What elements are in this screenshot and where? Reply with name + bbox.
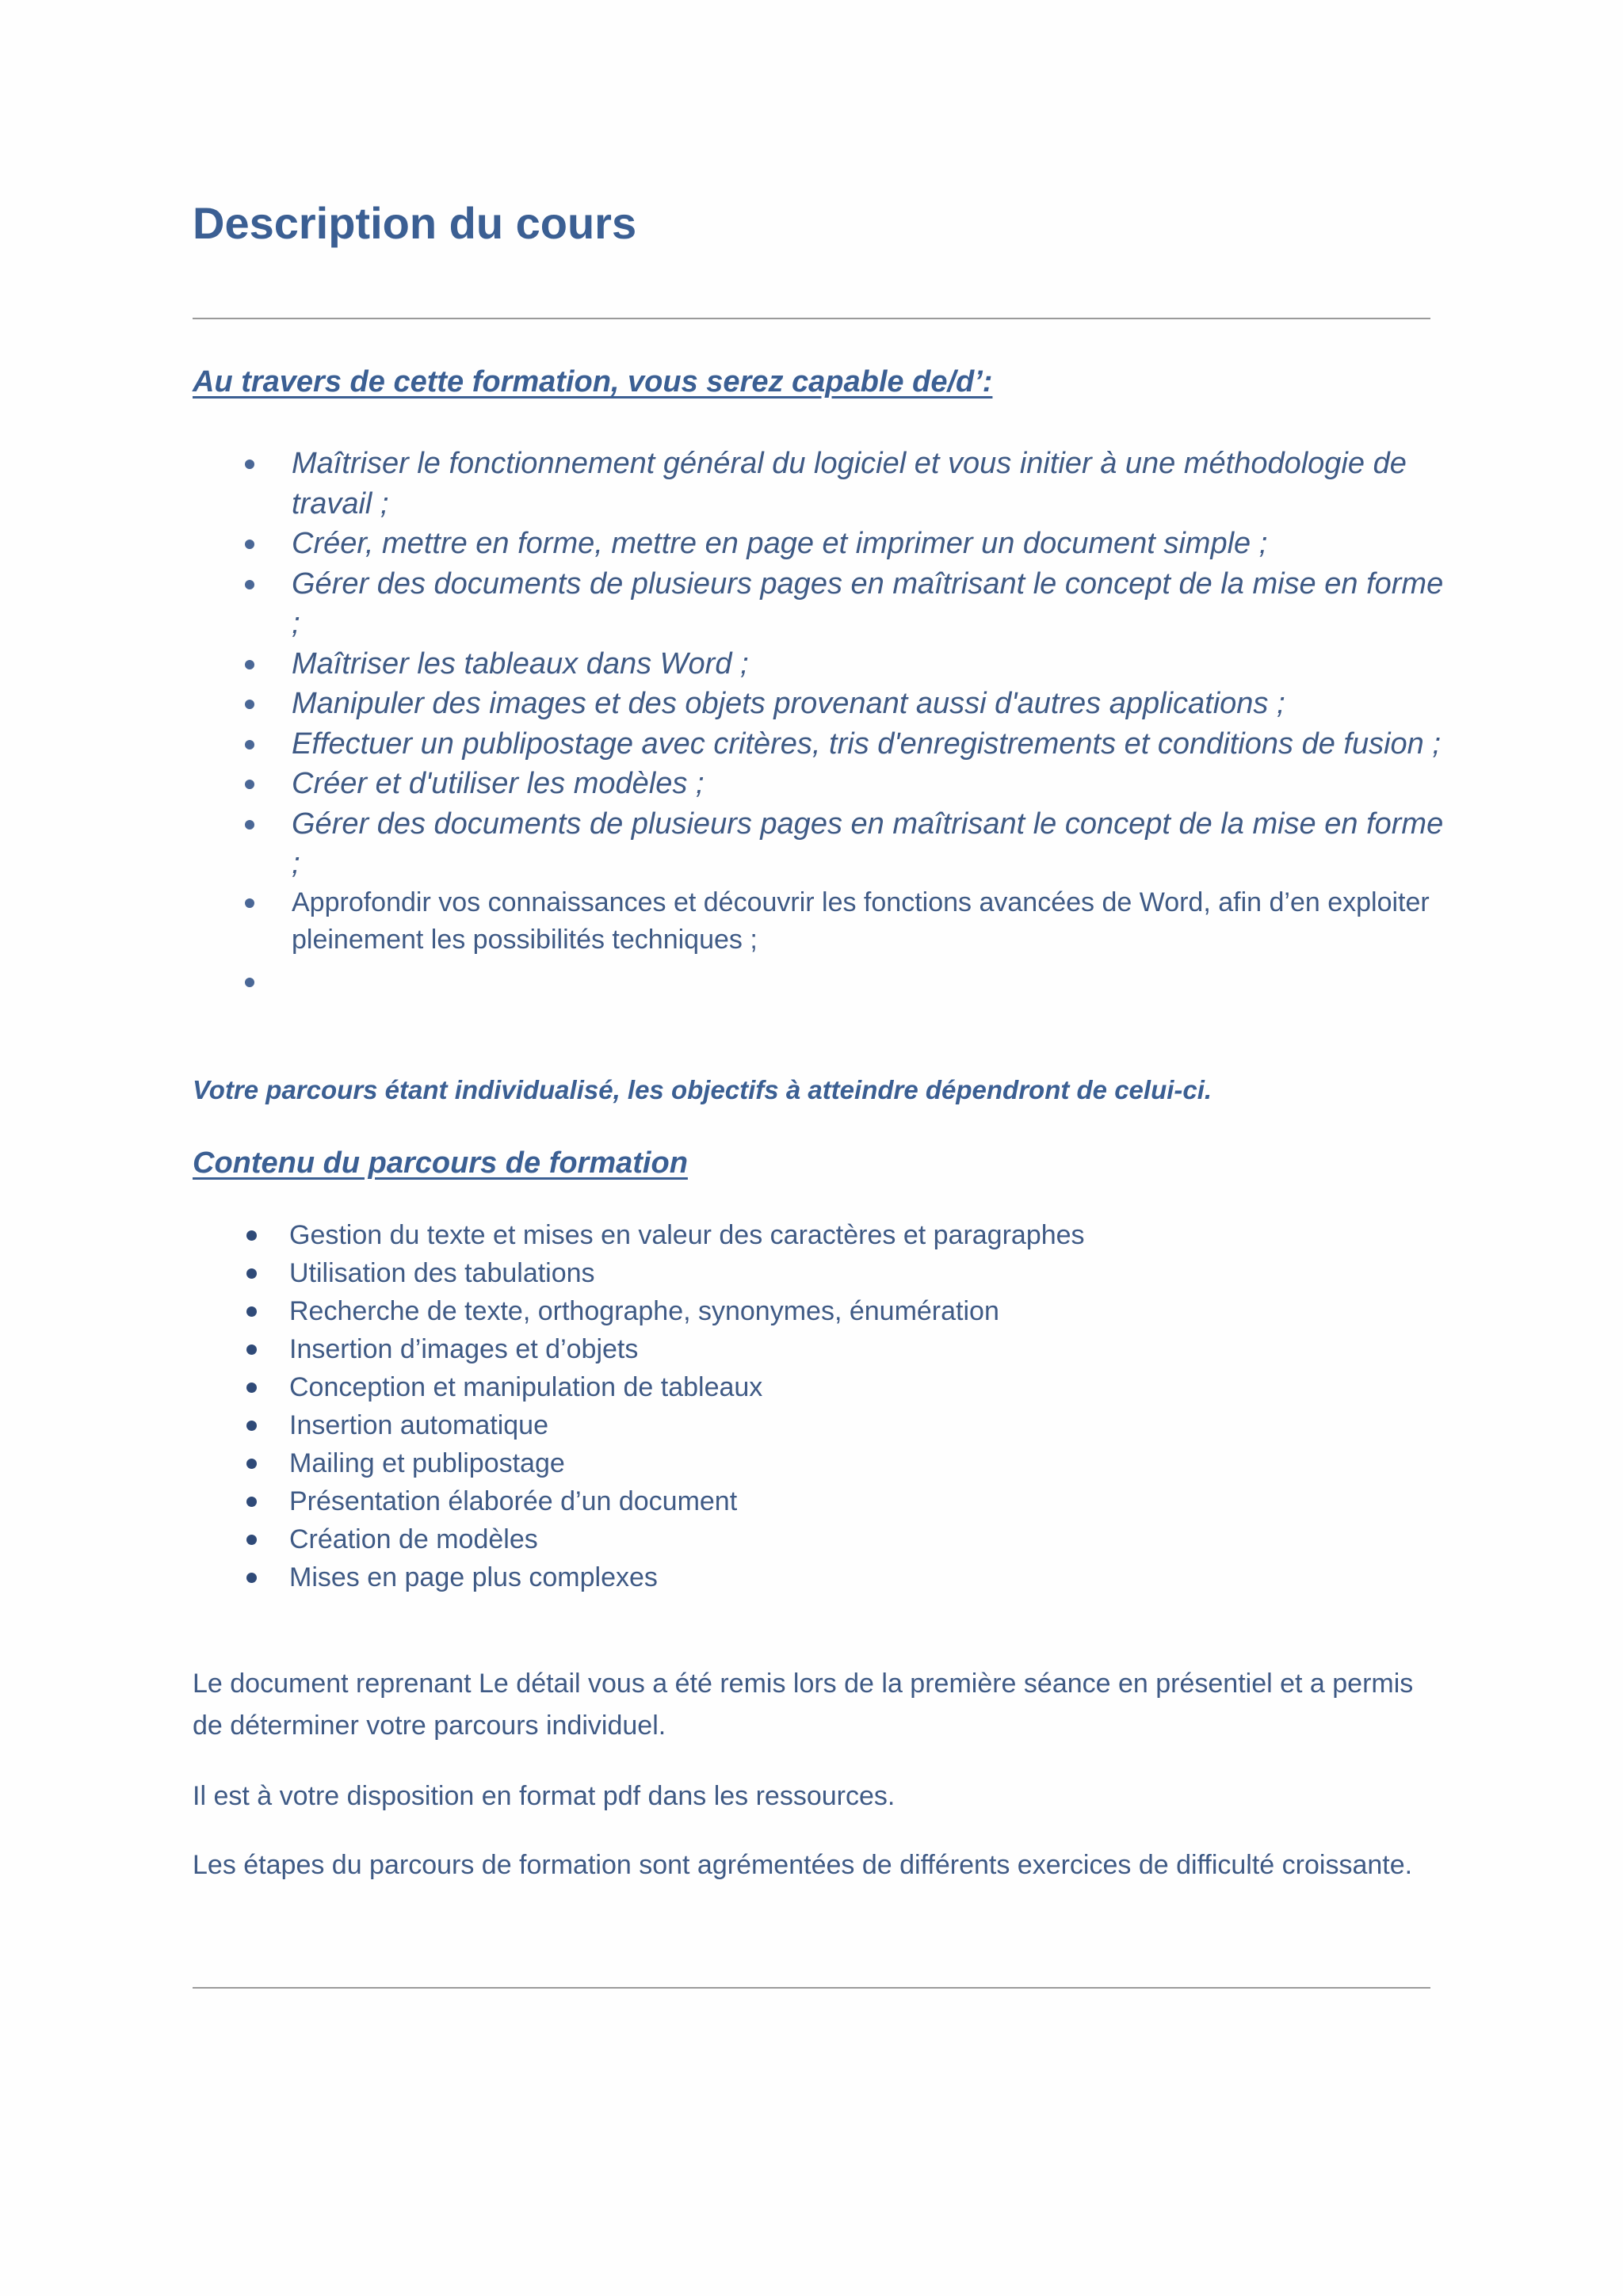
bullet-icon <box>245 540 254 549</box>
bullet-icon <box>245 820 254 830</box>
list-item-text: Gérer des documents de plusieurs pages en maîtrisant le concept de la mise en forme ; <box>292 566 1444 640</box>
objectives-heading: Au travers de cette formation, vous serez capable de/d’: <box>193 365 993 399</box>
list-item-text: Recherche de texte, orthographe, synonymes, énumération <box>289 1296 999 1326</box>
list-item <box>193 524 1453 564</box>
bullet-icon <box>246 1421 257 1431</box>
list-item <box>193 564 1453 644</box>
bullet-icon <box>245 780 254 789</box>
list-item-text: Maîtriser les tableaux dans Word ; <box>292 646 749 681</box>
list-item <box>193 884 1453 959</box>
bullet-icon <box>246 1573 257 1583</box>
bullet-icon <box>245 460 254 469</box>
bullet-icon <box>246 1230 257 1241</box>
list-item-text: Manipuler des images et des objets provenant aussi d'autres applications ; <box>292 687 1285 720</box>
page-title: Description du cours <box>193 198 637 248</box>
list-item-text: Effectuer un publipostage avec critères, tris d'enregistrements et conditions de fusion ; <box>292 727 1441 761</box>
list-item-text: Mises en page plus complexes <box>289 1562 658 1592</box>
list-item <box>193 1444 1381 1482</box>
list-item <box>193 644 1453 685</box>
bottom-divider <box>193 1987 1430 1989</box>
list-item <box>193 1216 1381 1254</box>
list-item <box>193 684 1453 724</box>
list-item <box>193 1406 1381 1444</box>
bullet-icon <box>246 1497 257 1507</box>
contents-heading: Contenu du parcours de formation <box>193 1146 688 1180</box>
list-item <box>193 1330 1381 1368</box>
bullet-icon <box>246 1535 257 1545</box>
objectives-list <box>193 444 1453 998</box>
list-item-text: Gérer des documents de plusieurs pages en maîtrisant le concept de la mise en forme ; <box>292 807 1444 880</box>
individual-path-note: Votre parcours étant individualisé, les objectifs à atteindre dépendront de celui-ci. <box>193 1075 1212 1104</box>
list-item-text: Créer, mettre en forme, mettre en page et imprimer un document simple ; <box>292 527 1268 560</box>
list-item <box>193 1254 1381 1292</box>
paragraph-pdf-availability: Il est à votre disposition en format pdf dans les ressources. <box>193 1781 896 1811</box>
paragraph-exercises: Les étapes du parcours de formation sont agrémentées de différents exercices de difficulté croissante. <box>193 1850 1413 1880</box>
list-item-text: Utilisation des tabulations <box>289 1258 595 1288</box>
list-item-text: Approfondir vos connaissances et découvrir les fonctions avancées de Word, afin d’en exploiter pleinement les possibilités techniques ; <box>292 887 1430 955</box>
bullet-icon <box>246 1344 257 1355</box>
bullet-icon <box>245 700 254 709</box>
bullet-icon <box>246 1306 257 1317</box>
list-item <box>193 1520 1381 1558</box>
list-item-text: Présentation élaborée d’un document <box>289 1486 738 1516</box>
top-divider <box>193 318 1430 319</box>
list-item <box>193 1482 1381 1520</box>
paragraph-document-details: Le document reprenant Le détail vous a été remis lors de la première séance en présentiel et a permis de déterminer votre parcours individuel. <box>193 1669 1414 1741</box>
list-item-text: Conception et manipulation de tableaux <box>289 1372 763 1402</box>
bullet-icon <box>245 580 254 589</box>
bullet-icon <box>245 898 254 908</box>
list-item <box>193 1292 1381 1330</box>
list-item <box>193 804 1453 884</box>
list-item-empty <box>193 959 1453 998</box>
list-item <box>193 1368 1381 1406</box>
bullet-icon <box>245 660 254 669</box>
list-item <box>193 1558 1381 1596</box>
list-item-text: Mailing et publipostage <box>289 1448 565 1478</box>
list-item-text: Créer et d'utiliser les modèles ; <box>292 767 705 800</box>
bullet-icon <box>246 1383 257 1393</box>
bullet-icon <box>245 978 254 987</box>
list-item-text: Création de modèles <box>289 1524 538 1554</box>
list-item-text: Insertion automatique <box>289 1410 548 1440</box>
list-item <box>193 444 1453 524</box>
list-item <box>193 764 1453 804</box>
bullet-icon <box>246 1459 257 1469</box>
bullet-icon <box>245 740 254 749</box>
list-item-text: Maîtriser le fonctionnement général du logiciel et vous initier à une méthodologie de travail ; <box>292 447 1407 521</box>
contents-list <box>193 1216 1381 1596</box>
list-item-text: Gestion du texte et mises en valeur des caractères et paragraphes <box>289 1220 1085 1250</box>
bullet-icon <box>246 1268 257 1279</box>
list-item-text: Insertion d’images et d’objets <box>289 1334 639 1364</box>
list-item <box>193 724 1453 765</box>
